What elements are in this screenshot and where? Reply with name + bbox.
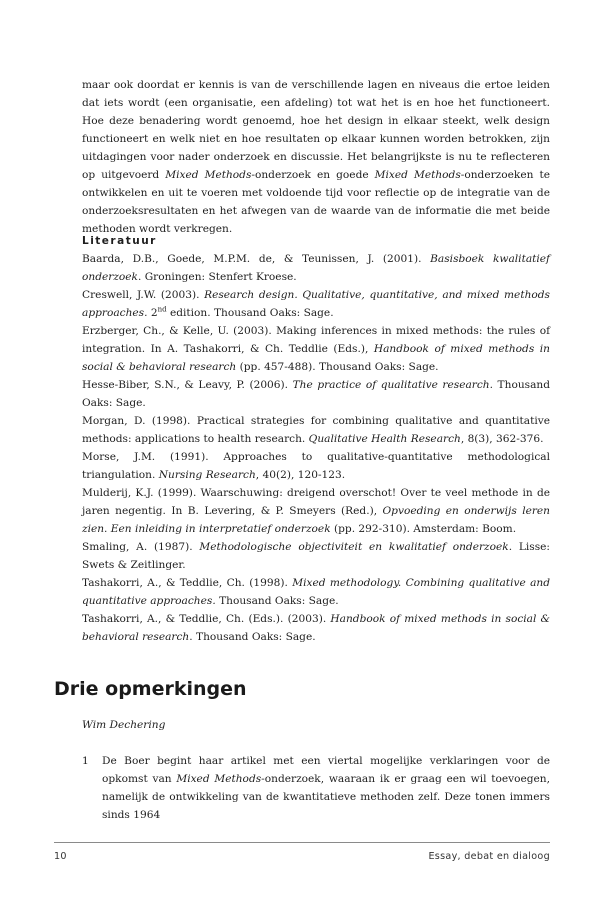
paragraph-text: -onderzoeken te ontwikkelen en uit te voeren met voldoende tijd voor reflectie op de integratie van de onderzoeksresultaten en het afwegen van de waarde van de informatie die met beide methoden wordt verkregen. <box>82 169 550 235</box>
references-heading: Literatuur <box>82 235 157 247</box>
reference-item: Tashakorri, A., & Teddlie, Ch. (Eds.). (2003). Handbook of mixed methods in social & behavioral research. Thousand Oaks: Sage. <box>82 613 550 643</box>
reference-list <box>82 250 550 646</box>
reference-item: Smaling, A. (1987). Methodologische objectiviteit en kwalitatief onderzoek. Lisse: Swets & Zeitlinger. <box>82 541 551 571</box>
reference-item: Morgan, D. (1998). Practical strategies for combining qualitative and quantitative methods: applications to health research. Qualitative Health Research, 8(3), 362-376. <box>82 415 550 445</box>
reference-item: Tashakorri, A., & Teddlie, Ch. (1998). Mixed methodology. Combining qualitative and quantitative approaches. Thousand Oaks: Sage. <box>82 577 550 607</box>
emphasis-mixed-methods: Mixed Methods <box>165 169 252 181</box>
author-name: Wim Dechering <box>82 719 166 731</box>
reference-item: Morse, J.M. (1991). Approaches to qualitative-quantitative methodological triangulation. Nursing Research, 40(2), 120-123. <box>82 451 550 481</box>
reference-item: Creswell, J.W. (2003). Research design. Qualitative, quantitative, and mixed methods approaches. 2nd edition. Thousand Oaks: Sage. <box>82 289 550 319</box>
running-footer-title: Essay, debat en dialoog <box>428 851 550 862</box>
emphasis-mixed-methods: Mixed Methods <box>374 169 461 181</box>
paragraph-text: maar ook doordat er kennis is van de verschillende lagen en niveaus die ertoe leiden dat iets wordt (een organisatie, een afdeling) tot wat het is en hoe het functioneert. Hoe deze benadering wordt genoemd, hoe het design in elkaar steekt, welk design functioneert en welk niet en hoe resultaten op elkaar kunnen worden betrokken, zijn uitdagingen voor nader onderzoek en discussie. Het belangrijkste is nu te reflecteren op uitgevoerd <box>82 79 550 181</box>
body-paragraph <box>82 76 550 238</box>
footer-rule <box>54 842 550 843</box>
reference-item: Erzberger, Ch., & Kelle, U. (2003). Making inferences in mixed methods: the rules of integration. In A. Tashakorri, & Ch. Teddlie (Eds.), Handbook of mixed methods in social & behavioral research (pp. 457-488). Thousand Oaks: Sage. <box>82 325 550 373</box>
point-text: De Boer begint haar artikel met een viertal mogelijke verklaringen voor de opkomst van Mixed Methods-onderzoek, waaraan ik er graag een wil toevoegen, namelijk de ontwikkeling van de kwantitatieve methoden zelf. Deze tonen immers sinds 1964 <box>102 755 551 821</box>
reference-item: Baarda, D.B., Goede, M.P.M. de, & Teunissen, J. (2001). Basisboek kwalitatief onderzoek. Groningen: Stenfert Kroese. <box>82 253 550 283</box>
reference-item: Mulderij, K.J. (1999). Waarschuwing: dreigend overschot! Over te veel methode in de jaren negentig. In B. Levering, & P. Smeyers (Red.), Opvoeding en onderwijs leren zien. Een inleiding in interpretatief onderzoek (pp. 292-310). Amsterdam: Boom. <box>82 487 551 535</box>
paragraph-text: -onderzoek en goede <box>251 169 375 181</box>
section-title: Drie opmerkingen <box>54 678 247 700</box>
page-number: 10 <box>54 851 67 862</box>
numbered-point <box>82 752 550 824</box>
reference-item: Hesse-Biber, S.N., & Leavy, P. (2006). The practice of qualitative research. Thousand Oaks: Sage. <box>82 379 551 409</box>
point-number: 1 <box>82 755 89 767</box>
